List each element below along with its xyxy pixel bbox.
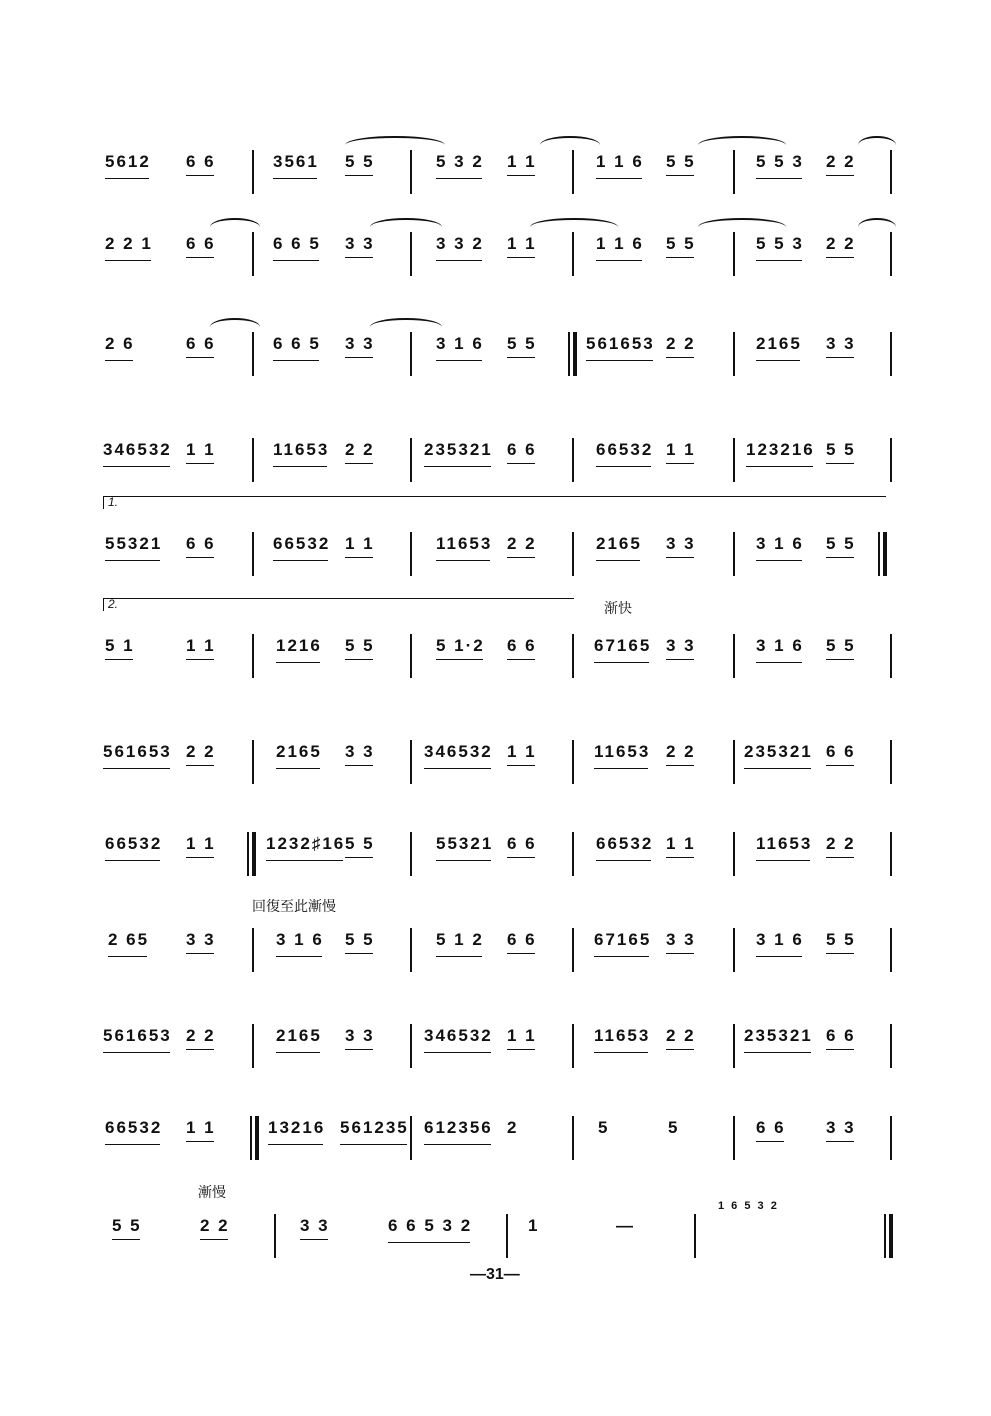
note-group: 5 5 (666, 152, 696, 171)
note-group: 2 2 (345, 440, 375, 459)
note-group: 6 6 5 3 2 (388, 1216, 473, 1235)
staff-row-10 (0, 1014, 991, 1094)
note-group: 1 1 (666, 440, 696, 459)
repeat-start-barline (247, 832, 249, 876)
note-group: 6 6 (186, 334, 216, 353)
slur (370, 218, 442, 236)
note-group: 6 6 (186, 534, 216, 553)
barline (572, 832, 574, 876)
staff-row-2 (0, 222, 991, 302)
barline (572, 740, 574, 784)
volta-label: 1. (108, 495, 119, 509)
accel-marking: 渐快 (604, 601, 632, 617)
note-group: 1 1 (507, 152, 537, 171)
note-group: 612356 (424, 1118, 493, 1137)
note-group: 55321 (105, 534, 163, 553)
barline (506, 1214, 508, 1258)
note-group: 346532 (424, 742, 493, 761)
barline (890, 1116, 892, 1160)
barline (252, 1024, 254, 1068)
barline (572, 1116, 574, 1160)
grace-notes: 1 6 5 3 2 (718, 1200, 779, 1212)
second-ending-bracket (103, 598, 574, 611)
note-group: 1 1 (186, 1118, 216, 1137)
note-group: 3 3 (345, 1026, 375, 1045)
note-group: 13216 (268, 1118, 326, 1137)
note-group: 2 2 (507, 534, 537, 553)
note-group: 5 5 (826, 636, 856, 655)
note-group: 1 1 (186, 440, 216, 459)
barline (410, 740, 412, 784)
barline (572, 438, 574, 482)
barline (410, 634, 412, 678)
note-group: 5 5 (345, 636, 375, 655)
note-group: 67165 (594, 930, 652, 949)
note-group: 2 2 (826, 834, 856, 853)
note-group: 2 2 (186, 1026, 216, 1045)
barline (733, 150, 735, 194)
staff-row-3 (0, 322, 991, 402)
note-group: 6 6 (826, 742, 856, 761)
note-group: 5 5 (826, 440, 856, 459)
barline (572, 532, 574, 576)
note-group: 3 3 (300, 1216, 330, 1235)
page-number: —31— (470, 1266, 520, 1283)
note-group: 2 65 (108, 930, 150, 949)
note-group: 3 1 6 (756, 930, 804, 949)
staff-row-8 (0, 822, 991, 902)
note-group: 6 6 5 (273, 234, 321, 253)
slow-marking: 漸慢 (198, 1185, 226, 1201)
note-group: 5 5 (345, 930, 375, 949)
note-group: 3 1 6 (276, 930, 324, 949)
note-group: 11653 (436, 534, 493, 553)
slur (345, 136, 445, 154)
note-group: 123216 (746, 440, 815, 459)
note-group: 3 1 6 (756, 534, 804, 553)
barline (733, 232, 735, 276)
note-group: 66532 (105, 834, 163, 853)
barline (572, 928, 574, 972)
note-group: 6 6 (507, 930, 537, 949)
barline (890, 232, 892, 276)
barline (252, 634, 254, 678)
note-group: 561235 (340, 1118, 409, 1137)
note-group: 1 1 (666, 834, 696, 853)
volta-label: 2. (108, 597, 119, 611)
note-group: 2 2 (826, 152, 856, 171)
barline (410, 332, 412, 376)
note-group: 3 3 (826, 1118, 856, 1137)
note-group: 346532 (424, 1026, 493, 1045)
note-group: 5 5 (826, 534, 856, 553)
barline (890, 438, 892, 482)
note-group: 66532 (105, 1118, 163, 1137)
barline (890, 634, 892, 678)
note-group: 11653 (594, 1026, 651, 1045)
barline (733, 532, 735, 576)
note-group: 5 5 (112, 1216, 142, 1235)
barline (410, 832, 412, 876)
barline (890, 332, 892, 376)
barline (410, 1024, 412, 1068)
return-slow-marking: 回復至此漸慢 (252, 899, 336, 915)
note-group: 6 6 (756, 1118, 786, 1137)
note-group: 2 (507, 1118, 519, 1137)
barline (252, 150, 254, 194)
note-group: 346532 (103, 440, 172, 459)
note-group: 5 5 (507, 334, 537, 353)
barline (410, 1116, 412, 1160)
barline (733, 634, 735, 678)
note-group: 1 1 (507, 742, 537, 761)
barline (252, 438, 254, 482)
repeat-end-barline (250, 1116, 252, 1160)
staff-row-1 (0, 140, 991, 220)
note-group: 5 5 (666, 234, 696, 253)
note-group: 6 6 (507, 636, 537, 655)
note-group: 3561 (273, 152, 319, 171)
note-group: 66532 (596, 440, 654, 459)
note-group: 6 6 5 (273, 334, 321, 353)
slur (370, 318, 442, 336)
note-group: 6 6 (186, 152, 216, 171)
note-group: 1 1 6 (596, 152, 644, 171)
repeat-end-barline (878, 532, 880, 576)
note-group: 5 5 (826, 930, 856, 949)
note-group: 1232♯16 (266, 834, 346, 853)
note-group: 235321 (744, 1026, 813, 1045)
barline (733, 928, 735, 972)
note-group: 5 5 (345, 834, 375, 853)
note-group: 6 6 (826, 1026, 856, 1045)
slur (540, 136, 600, 154)
note-group: 5 1 (105, 636, 135, 655)
barline (890, 832, 892, 876)
note-group: 3 3 (666, 930, 696, 949)
barline (410, 232, 412, 276)
note-group: 5 5 3 (756, 152, 804, 171)
note-group: 1 (528, 1216, 540, 1235)
barline (572, 1024, 574, 1068)
note-group: 5612 (105, 152, 151, 171)
note-group: 5 (598, 1118, 610, 1137)
note-group: 2 2 (666, 334, 696, 353)
repeat-start-barline (568, 332, 570, 376)
note-group: 1 1 (507, 234, 537, 253)
note-group: 5 5 (345, 152, 375, 171)
note-group: 2165 (276, 1026, 322, 1045)
note-group: 3 1 6 (436, 334, 484, 353)
barline (890, 1024, 892, 1068)
note-group: 2 2 (186, 742, 216, 761)
barline (252, 532, 254, 576)
note-group: 2165 (276, 742, 322, 761)
note-group: 1216 (276, 636, 322, 655)
staff-row-5 (0, 495, 991, 602)
note-group: 6 6 (507, 834, 537, 853)
note-group: 2165 (756, 334, 802, 353)
note-group: 66532 (273, 534, 331, 553)
barline (890, 740, 892, 784)
note-group: 5 1 2 (436, 930, 484, 949)
note-group: 2 2 1 (105, 234, 153, 253)
note-group: 6 6 (186, 234, 216, 253)
note-group: 2 2 (200, 1216, 230, 1235)
staff-row-11 (0, 1106, 991, 1186)
barline (733, 740, 735, 784)
barline (890, 928, 892, 972)
note-group: 6 6 (507, 440, 537, 459)
note-group: 3 3 (666, 636, 696, 655)
barline (890, 150, 892, 194)
note-group: 1 1 (186, 834, 216, 853)
note-group: 3 3 (345, 334, 375, 353)
barline (410, 928, 412, 972)
note-group: 2 6 (105, 334, 135, 353)
barline (274, 1214, 276, 1258)
barline (733, 832, 735, 876)
barline (410, 438, 412, 482)
note-group: 2 2 (666, 1026, 696, 1045)
note-group: — (616, 1216, 635, 1235)
barline (410, 532, 412, 576)
note-group: 235321 (744, 742, 813, 761)
note-group: 11653 (756, 834, 813, 853)
staff-row-9 (0, 899, 991, 998)
note-group: 67165 (594, 636, 652, 655)
note-group: 1 1 (186, 636, 216, 655)
barline (572, 232, 574, 276)
barline (572, 634, 574, 678)
barline (572, 150, 574, 194)
note-group: 5 (668, 1118, 680, 1137)
note-group: 561653 (586, 334, 655, 353)
staff-row-6 (0, 597, 991, 704)
note-group: 2165 (596, 534, 642, 553)
note-group: 5 1·2 (436, 636, 485, 655)
note-group: 5 5 3 (756, 234, 804, 253)
barline (733, 438, 735, 482)
barline (410, 150, 412, 194)
staff-row-7 (0, 730, 991, 810)
barline (733, 1024, 735, 1068)
note-group: 66532 (596, 834, 654, 853)
note-group: 3 3 (345, 742, 375, 761)
note-group: 3 3 2 (436, 234, 484, 253)
note-group: 1 1 6 (596, 234, 644, 253)
note-group: 5 3 2 (436, 152, 484, 171)
barline (733, 1116, 735, 1160)
barline (694, 1214, 696, 1258)
note-group: 11653 (273, 440, 330, 459)
final-barline (884, 1214, 886, 1258)
note-group: 3 3 (826, 334, 856, 353)
note-group: 3 3 (186, 930, 216, 949)
note-group: 1 1 (345, 534, 375, 553)
barline (252, 928, 254, 972)
note-group: 3 3 (666, 534, 696, 553)
note-group: 1 1 (507, 1026, 537, 1045)
note-group: 11653 (594, 742, 651, 761)
barline (252, 232, 254, 276)
note-group: 55321 (436, 834, 494, 853)
note-group: 3 1 6 (756, 636, 804, 655)
barline (252, 332, 254, 376)
note-group: 235321 (424, 440, 493, 459)
barline (252, 740, 254, 784)
note-group: 3 3 (345, 234, 375, 253)
note-group: 561653 (103, 742, 172, 761)
note-group: 2 2 (666, 742, 696, 761)
note-group: 2 2 (826, 234, 856, 253)
first-ending-bracket (103, 496, 886, 509)
barline (733, 332, 735, 376)
note-group: 561653 (103, 1026, 172, 1045)
